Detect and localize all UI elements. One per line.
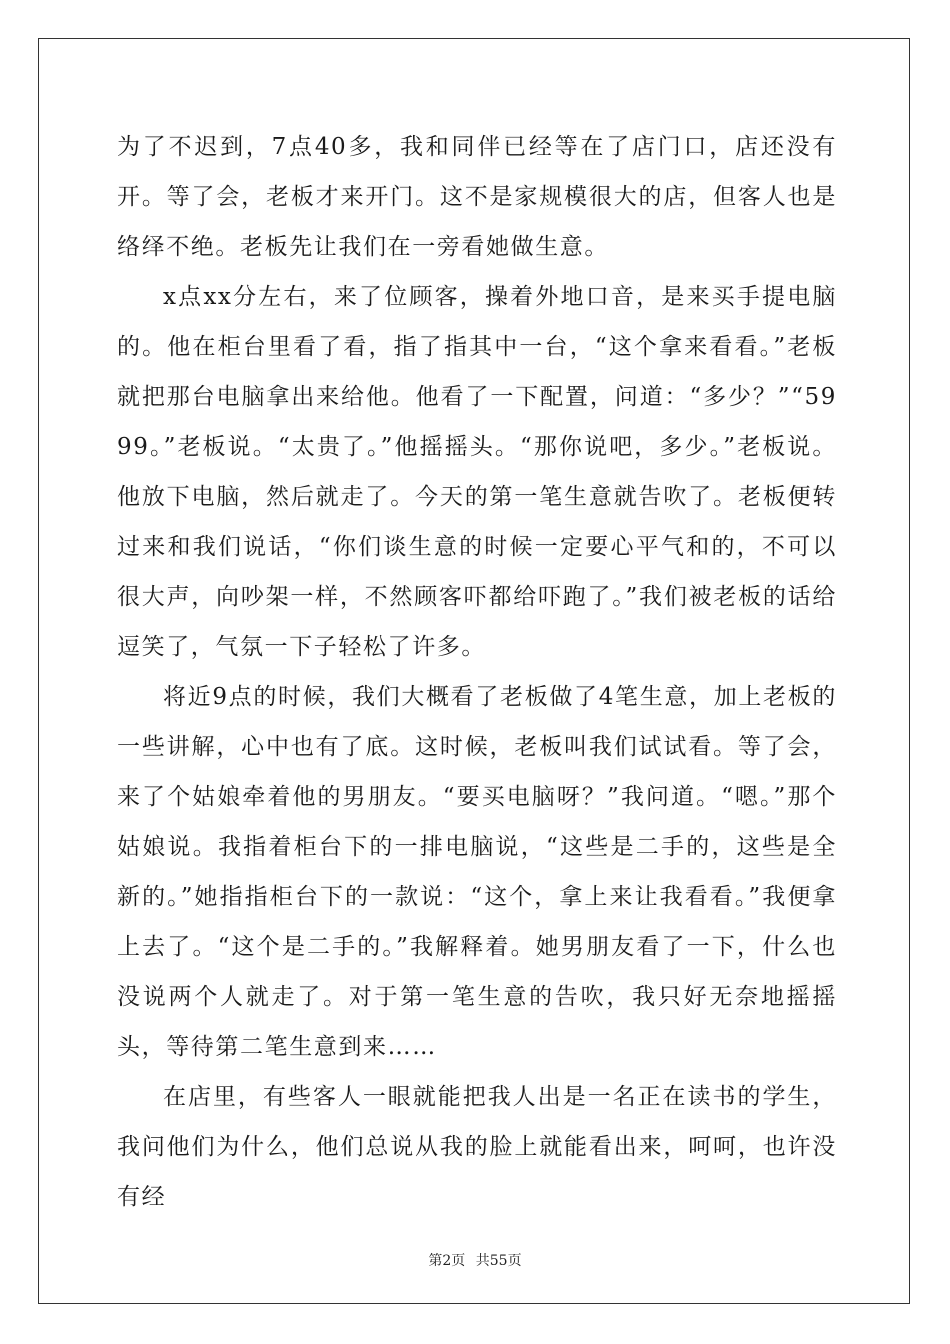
paragraph-1: 为了不迟到，7点40多，我和同伴已经等在了店门口，店还没有开。等了会，老板才来开门。这不是家规模很大的店，但客人也是络绎不绝。老板先让我们在一旁看她做生意。 bbox=[117, 134, 837, 260]
document-body bbox=[117, 122, 837, 1222]
paragraph-2: x点xx分左右，来了位顾客，操着外地口音，是来买手提电脑的。他在柜台里看了看，指了指其中一台，“这个拿来看看。”老板就把那台电脑拿出来给他。他看了一下配置，问道：“多少？”“5999。”老板说。“太贵了。”他摇摇头。“那你说吧，多少。”老板说。他放下电脑，然后就走了。今天的第一笔生意就告吹了。老板便转过来和我们说话，“你们谈生意的时候一定要心平气和的，不可以很大声，向吵架一样，不然顾客吓都给吓跑了。”我们被老板的话给逗笑了，气氛一下子轻松了许多。 bbox=[117, 284, 837, 660]
paragraph-3: 将近9点的时候，我们大概看了老板做了4笔生意，加上老板的一些讲解，心中也有了底。这时候，老板叫我们试试看。等了会，来了个姑娘牵着他的男朋友。“要买电脑呀？”我问道。“嗯。”那个姑娘说。我指着柜台下的一排电脑说，“这些是二手的，这些是全新的。”她指指柜台下的一款说：“这个，拿上来让我看看。”我便拿上去了。“这个是二手的。”我解释着。她男朋友看了一下，什么也没说两个人就走了。对于第一笔生意的告吹，我只好无奈地摇摇头，等待第二笔生意到来…… bbox=[117, 684, 837, 1060]
page-total: 共55页 bbox=[475, 1253, 522, 1269]
page-footer bbox=[0, 1250, 950, 1270]
paragraph-4: 在店里，有些客人一眼就能把我人出是一名正在读书的学生，我问他们为什么，他们总说从我的脸上就能看出来，呵呵，也许没有经 bbox=[117, 1084, 837, 1210]
page-number: 第2页 bbox=[428, 1253, 466, 1269]
